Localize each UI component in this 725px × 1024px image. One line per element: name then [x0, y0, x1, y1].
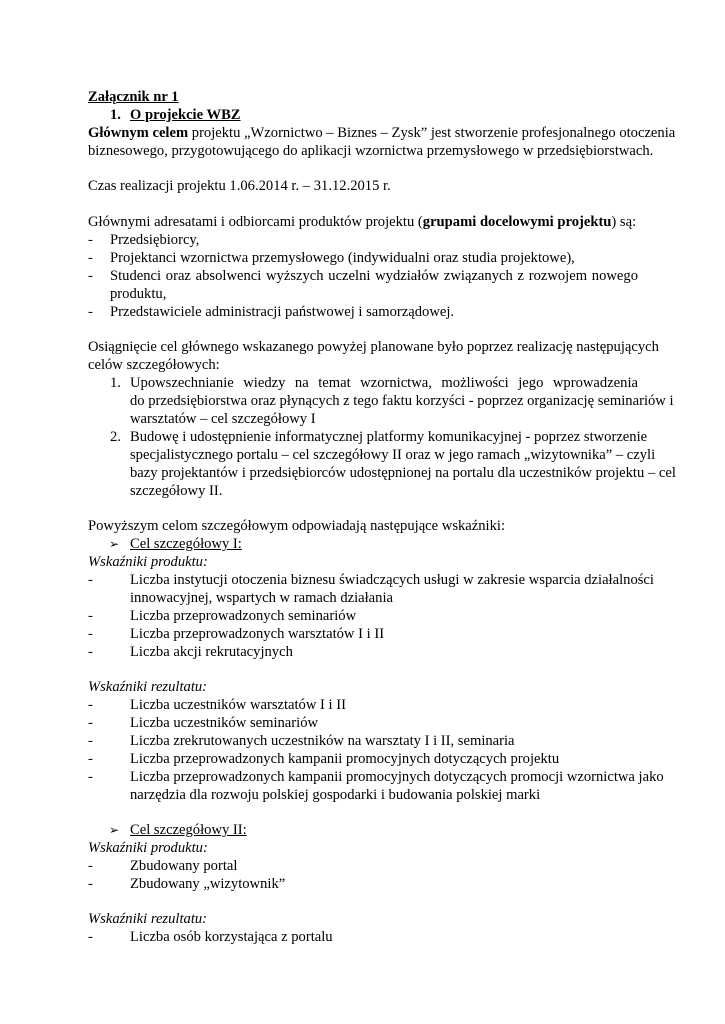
goals-lead-1: Osiągnięcie cel głównego wskazanego powyżej planowane było poprzez realizację następujących	[88, 339, 659, 355]
indicator-item: Liczba osób korzystająca z portalu	[130, 929, 333, 945]
bullet-dash: -	[88, 232, 93, 248]
audience-item-continued: produktu,	[110, 286, 167, 302]
goal-number: 2.	[110, 429, 121, 445]
indicator-item: Liczba przeprowadzonych kampanii promocyjnych dotyczących promocji wzornictwa jako	[130, 769, 664, 785]
goal-number: 1.	[110, 375, 121, 391]
indicator-item-continued: innowacyjnej, wspartych w ramach działania	[130, 590, 393, 606]
bullet-dash: -	[88, 644, 93, 660]
indicator-item: Liczba uczestników seminariów	[130, 715, 319, 731]
bullet-dash: -	[88, 858, 93, 874]
result-indicators-label: Wskaźniki rezultatu:	[88, 911, 208, 927]
bullet-dash: -	[88, 697, 93, 713]
bullet-dash: -	[88, 572, 93, 588]
goal-1-heading: Cel szczegółowy I:	[130, 536, 242, 552]
bullet-dash: -	[88, 733, 93, 749]
indicator-item: Zbudowany „wizytownik”	[130, 876, 286, 892]
indicator-item: Liczba przeprowadzonych seminariów	[130, 608, 357, 624]
indicator-item: Zbudowany portal	[130, 858, 238, 874]
product-indicators-label: Wskaźniki produktu:	[88, 554, 208, 570]
goal-1-line: do przedsiębiorstwa oraz płynących z tego faktu korzyści - poprzez organizację seminariów i	[130, 393, 674, 409]
arrow-bullet-icon: ➢	[109, 537, 120, 551]
intro-bold-lead: Głównym celem	[88, 125, 189, 141]
audience-lead-bold: grupami docelowymi projektu	[422, 214, 612, 230]
audience-lead-post: ) są:	[611, 214, 637, 230]
indicator-item: Liczba uczestników warsztatów I i II	[130, 697, 346, 713]
goal-2-line: bazy projektantów i przedsiębiorców udostępnionej na portalu dla uczestników projektu – cel	[130, 465, 676, 481]
bullet-dash: -	[88, 715, 93, 731]
indicator-item: Liczba zrekrutowanych uczestników na warsztaty I i II, seminaria	[130, 733, 515, 749]
audience-item: Studenci oraz absolwenci wyższych uczelni wydziałów związanych z rozwojem nowego	[110, 268, 638, 284]
indicators-lead: Powyższym celom szczegółowym odpowiadają następujące wskaźniki:	[88, 518, 506, 534]
bullet-dash: -	[88, 769, 93, 785]
goal-2-line: specjalistycznego portalu – cel szczegółowy II oraz w jego ramach „wizytownika” – czyli	[130, 447, 656, 463]
audience-lead	[88, 213, 636, 231]
bullet-dash: -	[88, 626, 93, 642]
section-title: O projekcie WBZ	[130, 107, 241, 123]
bullet-dash: -	[88, 250, 93, 266]
indicator-item: Liczba przeprowadzonych warsztatów I i II	[130, 626, 385, 642]
audience-item: Projektanci wzornictwa przemysłowego (indywidualni oraz studia projektowe),	[110, 250, 575, 266]
arrow-bullet-icon: ➢	[109, 823, 120, 837]
goal-2-heading: Cel szczegółowy II:	[130, 822, 247, 838]
section-number: 1.	[110, 107, 121, 123]
indicator-item: Liczba przeprowadzonych kampanii promocyjnych dotyczących projektu	[130, 751, 560, 767]
result-indicators-label: Wskaźniki rezultatu:	[88, 679, 208, 695]
bullet-dash: -	[88, 751, 93, 767]
bullet-dash: -	[88, 876, 93, 892]
attachment-title: Załącznik nr 1	[88, 89, 179, 105]
bullet-dash: -	[88, 929, 93, 945]
goal-2-line: szczegółowy II.	[130, 483, 223, 499]
audience-item: Przedsiębiorcy,	[110, 232, 200, 248]
goals-lead-2: celów szczegółowych:	[88, 357, 220, 373]
goal-2-line: Budowę i udostępnienie informatycznej platformy komunikacyjnej - poprzez stworzenie	[130, 429, 648, 445]
goal-1-line: Upowszechnianie wiedzy na temat wzornictwa, możliwości jego wprowadzenia	[130, 375, 638, 391]
goal-1-line: warsztatów – cel szczegółowy I	[130, 411, 316, 427]
audience-lead-pre: Głównymi adresatami i odbiorcami produktów projektu (	[88, 214, 423, 230]
product-indicators-label: Wskaźniki produktu:	[88, 840, 208, 856]
audience-item: Przedstawiciele administracji państwowej i samorządowej.	[110, 304, 455, 320]
indicator-item-continued: narzędzia dla rozwoju polskiej gospodarki i budowania polskiej marki	[130, 787, 541, 803]
bullet-dash: -	[88, 268, 93, 284]
bullet-dash: -	[88, 608, 93, 624]
bullet-dash: -	[88, 304, 93, 320]
project-duration: Czas realizacji projektu 1.06.2014 r. – 31.12.2015 r.	[88, 178, 391, 194]
intro-line-1-text: projektu „Wzornictwo – Biznes – Zysk” jest stworzenie profesjonalnego otoczenia	[191, 125, 676, 141]
intro-line-1	[88, 124, 676, 142]
indicator-item: Liczba instytucji otoczenia biznesu świadczących usługi w zakresie wsparcia działalności	[130, 572, 654, 588]
intro-line-2: biznesowego, przygotowującego do aplikacji wzornictwa przemysłowego w przedsiębiorstwach.	[88, 143, 654, 159]
indicator-item: Liczba akcji rekrutacyjnych	[130, 644, 293, 660]
